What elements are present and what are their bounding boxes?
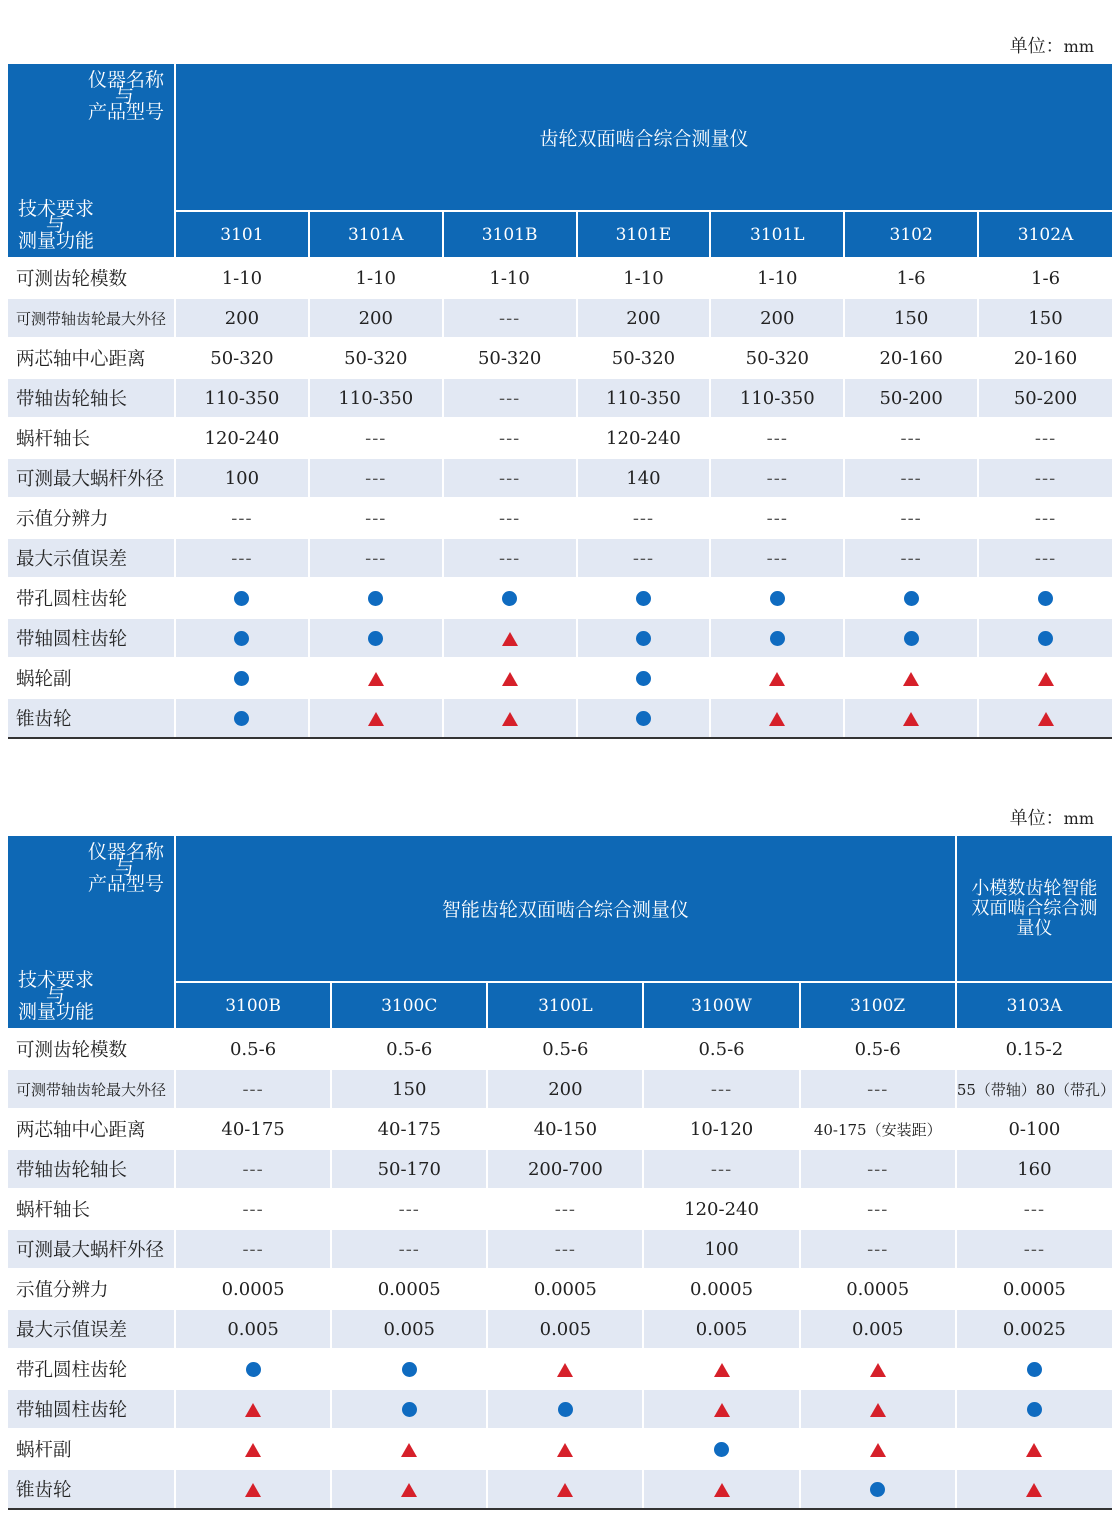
cell-symbol (309, 618, 443, 658)
cell-value: 120-240 (643, 1189, 799, 1229)
model-header: 3103A (956, 982, 1112, 1029)
unit-label-text: 单位： (1009, 36, 1064, 57)
cell-value: --- (800, 1229, 956, 1269)
table-row (8, 578, 1112, 618)
cell-value: --- (643, 1069, 799, 1109)
row-label: 两芯轴中心距离 (8, 1109, 175, 1149)
cell-value: --- (710, 498, 844, 538)
cell-symbol (487, 1469, 643, 1509)
circle-icon (234, 671, 249, 686)
table-row (8, 1469, 1112, 1509)
cell-symbol (309, 658, 443, 698)
cell-value: --- (309, 538, 443, 578)
circle-icon (904, 631, 919, 646)
cell-value: 0.0005 (956, 1269, 1112, 1309)
cell-symbol (175, 618, 309, 658)
triangle-icon (714, 1403, 730, 1417)
triangle-icon (870, 1403, 886, 1417)
unit-label-1 (1010, 32, 1094, 58)
circle-icon (1038, 591, 1053, 606)
table-row (8, 658, 1112, 698)
cell-symbol (800, 1469, 956, 1509)
cell-value: 200 (309, 298, 443, 338)
row-label: 带轴圆柱齿轮 (8, 1389, 175, 1429)
cell-value: 40-150 (487, 1109, 643, 1149)
circle-icon (368, 591, 383, 606)
table-row (8, 338, 1112, 378)
cell-value: 120-240 (175, 418, 309, 458)
circle-icon (636, 671, 651, 686)
row-label: 带轴齿轮轴长 (8, 1149, 175, 1189)
cell-value: --- (710, 538, 844, 578)
table-row (8, 418, 1112, 458)
cell-value: --- (175, 538, 309, 578)
row-label: 蜗轮副 (8, 658, 175, 698)
cell-value: 1-10 (577, 258, 711, 298)
corner-top-line2: 产品型号 (87, 101, 164, 123)
model-header: 3102 (844, 211, 978, 258)
corner-bottom-line2: 测量功能 (18, 230, 95, 252)
table-row (8, 458, 1112, 498)
row-label: 带轴齿轮轴长 (8, 378, 175, 418)
cell-symbol (844, 578, 978, 618)
cell-value: 0.005 (643, 1309, 799, 1349)
cell-value: --- (710, 458, 844, 498)
cell-value: --- (487, 1229, 643, 1269)
triangle-icon (870, 1443, 886, 1457)
cell-symbol (309, 578, 443, 618)
corner-top-line1: 仪器名称 (87, 841, 164, 863)
corner-bottom-line1: 技术要求 (18, 198, 95, 220)
model-header: 3100L (487, 982, 643, 1029)
row-label: 锥齿轮 (8, 698, 175, 738)
cell-value: --- (487, 1189, 643, 1229)
cell-value: --- (956, 1189, 1112, 1229)
corner-header (8, 836, 175, 1029)
triangle-icon (401, 1483, 417, 1497)
row-label: 示值分辨力 (8, 498, 175, 538)
cell-value: --- (309, 458, 443, 498)
cell-value: 1-10 (309, 258, 443, 298)
corner-bottom-line2: 测量功能 (18, 1001, 95, 1023)
triangle-icon (502, 712, 518, 726)
cell-value: 150 (978, 298, 1112, 338)
row-label: 可测齿轮模数 (8, 258, 175, 298)
corner-top-line2: 产品型号 (87, 873, 164, 895)
cell-value: 50-320 (577, 338, 711, 378)
circle-icon (368, 631, 383, 646)
table-row (8, 1429, 1112, 1469)
cell-symbol (710, 698, 844, 738)
triangle-icon (368, 712, 384, 726)
table-row (8, 378, 1112, 418)
table-row (8, 258, 1112, 298)
triangle-icon (714, 1363, 730, 1377)
cell-symbol (577, 578, 711, 618)
cell-symbol (844, 658, 978, 698)
cell-value: --- (443, 418, 577, 458)
cell-value: 0.0005 (331, 1269, 487, 1309)
row-label: 可测齿轮模数 (8, 1029, 175, 1069)
cell-value: 200 (577, 298, 711, 338)
cell-value: --- (978, 458, 1112, 498)
cell-symbol (331, 1389, 487, 1429)
cell-value: 200 (175, 298, 309, 338)
cell-symbol (577, 698, 711, 738)
circle-icon (246, 1362, 261, 1377)
cell-value: 0.5-6 (175, 1029, 331, 1069)
triangle-icon (870, 1363, 886, 1377)
cell-symbol (978, 618, 1112, 658)
cell-symbol (978, 698, 1112, 738)
cell-value: --- (844, 498, 978, 538)
triangle-icon (245, 1403, 261, 1417)
cell-symbol (175, 658, 309, 698)
cell-symbol (331, 1429, 487, 1469)
table-row (8, 1349, 1112, 1389)
table-row (8, 1189, 1112, 1229)
table-row (8, 538, 1112, 578)
cell-symbol (577, 658, 711, 698)
corner-bottom-connector: 与 (46, 985, 66, 1007)
cell-symbol (710, 658, 844, 698)
cell-symbol (956, 1389, 1112, 1429)
table-row (8, 1309, 1112, 1349)
cell-symbol (443, 578, 577, 618)
cell-value: 110-350 (309, 378, 443, 418)
cell-value: --- (175, 1149, 331, 1189)
cell-value: 0.15-2 (956, 1029, 1112, 1069)
row-label: 可测最大蜗杆外径 (8, 1229, 175, 1269)
cell-value: 200-700 (487, 1149, 643, 1189)
cell-symbol (577, 618, 711, 658)
cell-value: --- (577, 498, 711, 538)
cell-value: 0.5-6 (487, 1029, 643, 1069)
row-label: 两芯轴中心距离 (8, 338, 175, 378)
circle-icon (870, 1482, 885, 1497)
table-row (8, 298, 1112, 338)
cell-symbol (487, 1429, 643, 1469)
model-header: 3101 (175, 211, 309, 258)
cell-value: 200 (710, 298, 844, 338)
triangle-icon (557, 1443, 573, 1457)
cell-value: 1-10 (175, 258, 309, 298)
cell-symbol (643, 1389, 799, 1429)
circle-icon (234, 631, 249, 646)
cell-symbol (978, 658, 1112, 698)
cell-value: 140 (577, 458, 711, 498)
cell-symbol (309, 698, 443, 738)
triangle-icon (769, 672, 785, 686)
cell-value: 0.005 (175, 1309, 331, 1349)
cell-value: 50-200 (978, 378, 1112, 418)
cell-symbol (331, 1349, 487, 1389)
cell-value: --- (800, 1149, 956, 1189)
cell-value: --- (844, 458, 978, 498)
circle-icon (502, 591, 517, 606)
table-row (8, 1029, 1112, 1069)
circle-icon (636, 591, 651, 606)
row-label: 可测带轴齿轮最大外径 (8, 298, 175, 338)
table-row (8, 618, 1112, 658)
cell-symbol (175, 1429, 331, 1469)
cell-value: 0.0005 (800, 1269, 956, 1309)
table-row (8, 1109, 1112, 1149)
cell-value: --- (175, 1189, 331, 1229)
cell-symbol (978, 578, 1112, 618)
model-header: 3100Z (800, 982, 956, 1029)
cell-value: --- (175, 1229, 331, 1269)
row-label: 最大示值误差 (8, 1309, 175, 1349)
triangle-icon (1038, 712, 1054, 726)
cell-value: 10-120 (643, 1109, 799, 1149)
cell-symbol (956, 1469, 1112, 1509)
triangle-icon (368, 672, 384, 686)
row-label: 可测带轴齿轮最大外径 (8, 1069, 175, 1109)
cell-value: 0.0005 (643, 1269, 799, 1309)
cell-symbol (443, 698, 577, 738)
cell-value: 0.5-6 (643, 1029, 799, 1069)
cell-value: 0.005 (331, 1309, 487, 1349)
table-title: 齿轮双面啮合综合测量仪 (175, 64, 1112, 211)
circle-icon (402, 1362, 417, 1377)
cell-value: --- (800, 1189, 956, 1229)
table-row (8, 698, 1112, 738)
cell-symbol (443, 618, 577, 658)
cell-value: --- (643, 1149, 799, 1189)
cell-value: 20-160 (978, 338, 1112, 378)
cell-value: 0.5-6 (800, 1029, 956, 1069)
table-row (8, 498, 1112, 538)
cell-value: --- (175, 498, 309, 538)
row-label: 带孔圆柱齿轮 (8, 1349, 175, 1389)
cell-value: 50-320 (309, 338, 443, 378)
spec-table-2 (8, 836, 1115, 1510)
circle-icon (558, 1402, 573, 1417)
cell-value: 50-320 (175, 338, 309, 378)
cell-value: 110-350 (710, 378, 844, 418)
circle-icon (1027, 1362, 1042, 1377)
circle-icon (770, 591, 785, 606)
circle-icon (1027, 1402, 1042, 1417)
row-label: 蜗杆轴长 (8, 1189, 175, 1229)
triangle-icon (714, 1483, 730, 1497)
triangle-icon (769, 712, 785, 726)
cell-symbol (175, 1349, 331, 1389)
cell-value: 40-175 (331, 1109, 487, 1149)
triangle-icon (557, 1363, 573, 1377)
cell-value: 110-350 (577, 378, 711, 418)
triangle-icon (245, 1443, 261, 1457)
cell-value: --- (443, 538, 577, 578)
cell-value: --- (175, 1069, 331, 1109)
triangle-icon (557, 1483, 573, 1497)
unit-value-text: mm (1063, 809, 1094, 828)
model-header: 3101B (443, 211, 577, 258)
model-header: 3100W (643, 982, 799, 1029)
cell-value: 1-6 (978, 258, 1112, 298)
triangle-icon (1026, 1483, 1042, 1497)
row-label: 蜗杆副 (8, 1429, 175, 1469)
table-row (8, 1269, 1112, 1309)
circle-icon (770, 631, 785, 646)
cell-symbol (643, 1469, 799, 1509)
spec-table-1 (8, 64, 1112, 739)
cell-symbol (710, 618, 844, 658)
cell-value: --- (331, 1229, 487, 1269)
cell-symbol (175, 1389, 331, 1429)
cell-value: 0.5-6 (331, 1029, 487, 1069)
cell-symbol (331, 1469, 487, 1509)
corner-top-connector: 与 (114, 85, 134, 107)
row-label: 最大示值误差 (8, 538, 175, 578)
corner-bottom-line1: 技术要求 (18, 969, 95, 991)
cell-value: 100 (175, 458, 309, 498)
unit-value-text: mm (1063, 37, 1094, 56)
cell-value: 40-175 (175, 1109, 331, 1149)
cell-value: --- (978, 418, 1112, 458)
cell-symbol (643, 1429, 799, 1469)
triangle-icon (502, 672, 518, 686)
circle-icon (234, 711, 249, 726)
model-header: 3100B (175, 982, 331, 1029)
model-header: 3101L (710, 211, 844, 258)
cell-value: 0.005 (800, 1309, 956, 1349)
cell-value: --- (443, 458, 577, 498)
cell-symbol (844, 698, 978, 738)
cell-value: 40-175（安装距） (800, 1109, 956, 1149)
row-label: 带轴圆柱齿轮 (8, 618, 175, 658)
cell-value: 1-10 (710, 258, 844, 298)
row-label: 锥齿轮 (8, 1469, 175, 1509)
triangle-icon (1038, 672, 1054, 686)
cell-value: 0.0025 (956, 1309, 1112, 1349)
unit-label-2 (1010, 804, 1094, 830)
cell-symbol (487, 1389, 643, 1429)
cell-symbol (800, 1429, 956, 1469)
cell-value: --- (800, 1069, 956, 1109)
cell-symbol (956, 1429, 1112, 1469)
cell-symbol (175, 698, 309, 738)
table-row (8, 1069, 1112, 1109)
cell-value: 120-240 (577, 418, 711, 458)
cell-value: --- (710, 418, 844, 458)
cell-value: --- (309, 498, 443, 538)
cell-value: --- (443, 498, 577, 538)
cell-value: 50-320 (710, 338, 844, 378)
table-title-2: 小模数齿轮智能双面啮合综合测量仪 (956, 836, 1112, 982)
cell-symbol (175, 1469, 331, 1509)
unit-label-text: 单位： (1009, 808, 1064, 829)
cell-value: 1-10 (443, 258, 577, 298)
table-title: 智能齿轮双面啮合综合测量仪 (175, 836, 956, 982)
cell-value: 0.005 (487, 1309, 643, 1349)
cell-value: 50-320 (443, 338, 577, 378)
corner-top-line1: 仪器名称 (87, 69, 164, 91)
triangle-icon (903, 712, 919, 726)
triangle-icon (903, 672, 919, 686)
cell-symbol (800, 1389, 956, 1429)
cell-value: --- (844, 538, 978, 578)
cell-symbol (710, 578, 844, 618)
table-row (8, 1229, 1112, 1269)
cell-symbol (844, 618, 978, 658)
cell-symbol (956, 1349, 1112, 1389)
model-header: 3102A (978, 211, 1112, 258)
cell-symbol (487, 1349, 643, 1389)
cell-symbol (800, 1349, 956, 1389)
model-header: 3101E (577, 211, 711, 258)
table-row (8, 1389, 1112, 1429)
row-label: 可测最大蜗杆外径 (8, 458, 175, 498)
triangle-icon (502, 632, 518, 646)
model-header: 3100C (331, 982, 487, 1029)
cell-value: --- (309, 418, 443, 458)
cell-value: --- (956, 1229, 1112, 1269)
cell-value: 0.0005 (487, 1269, 643, 1309)
row-label: 示值分辨力 (8, 1269, 175, 1309)
cell-value: 110-350 (175, 378, 309, 418)
circle-icon (402, 1402, 417, 1417)
cell-value: 160 (956, 1149, 1112, 1189)
circle-icon (234, 591, 249, 606)
circle-icon (636, 631, 651, 646)
cell-value: 0.0005 (175, 1269, 331, 1309)
circle-icon (1038, 631, 1053, 646)
cell-value: 150 (844, 298, 978, 338)
corner-bottom-connector: 与 (46, 214, 66, 236)
cell-value: --- (443, 298, 577, 338)
circle-icon (714, 1442, 729, 1457)
cell-value: 100 (643, 1229, 799, 1269)
row-label: 带孔圆柱齿轮 (8, 578, 175, 618)
cell-value: --- (978, 538, 1112, 578)
cell-value: 1-6 (844, 258, 978, 298)
cell-value: 55（带轴）80（带孔） (956, 1069, 1112, 1109)
cell-value: --- (331, 1189, 487, 1229)
cell-symbol (643, 1349, 799, 1389)
cell-value: --- (577, 538, 711, 578)
triangle-icon (245, 1483, 261, 1497)
cell-value: 200 (487, 1069, 643, 1109)
corner-top-connector: 与 (114, 857, 134, 879)
cell-value: 50-200 (844, 378, 978, 418)
circle-icon (636, 711, 651, 726)
table-row (8, 1149, 1112, 1189)
circle-icon (904, 591, 919, 606)
cell-value: 0-100 (956, 1109, 1112, 1149)
cell-value: --- (443, 378, 577, 418)
model-header: 3101A (309, 211, 443, 258)
cell-value: --- (844, 418, 978, 458)
triangle-icon (401, 1443, 417, 1457)
cell-value: 150 (331, 1069, 487, 1109)
corner-header (8, 64, 175, 258)
cell-value: 20-160 (844, 338, 978, 378)
cell-symbol (443, 658, 577, 698)
cell-symbol (175, 578, 309, 618)
cell-value: 50-170 (331, 1149, 487, 1189)
row-label: 蜗杆轴长 (8, 418, 175, 458)
triangle-icon (1026, 1443, 1042, 1457)
cell-value: --- (978, 498, 1112, 538)
